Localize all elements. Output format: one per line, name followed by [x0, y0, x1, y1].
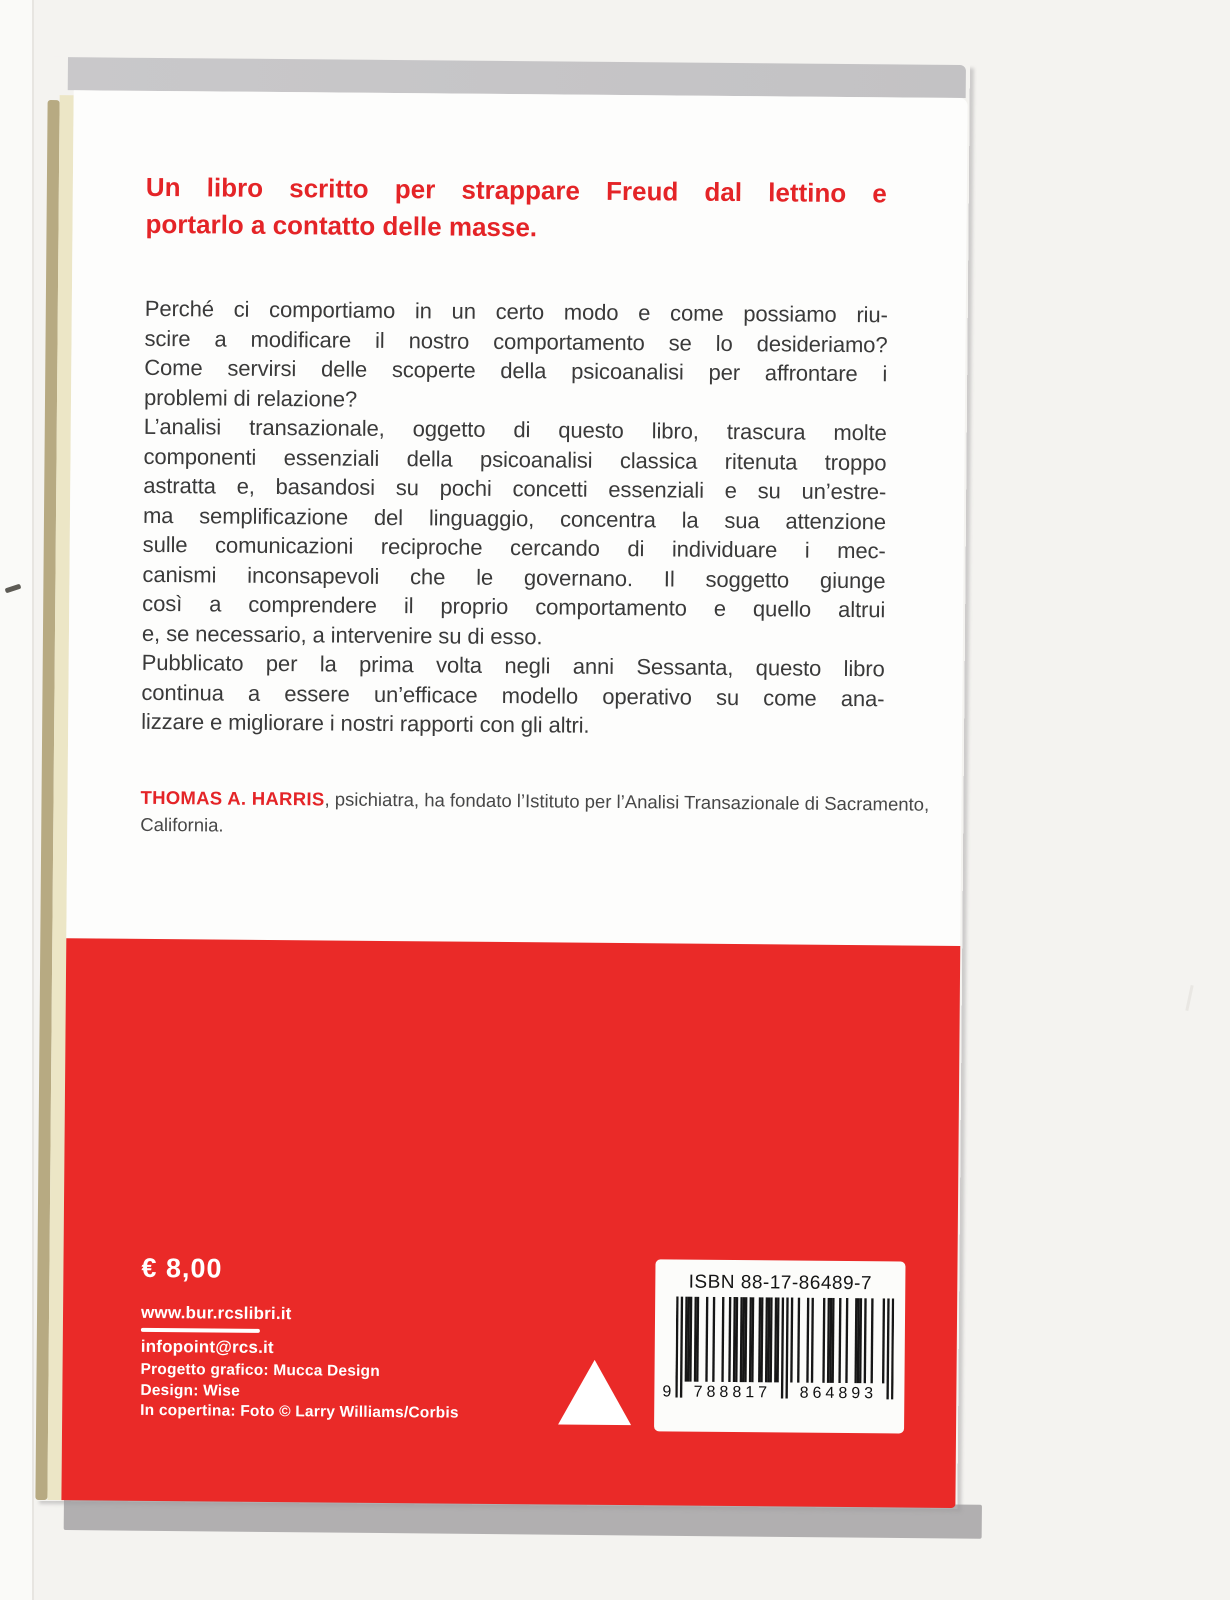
text-line: L’analisi transazionale, oggetto di questo libro, trascura molte: [143, 413, 887, 446]
text-line: portarlo a contatto delle masse.: [145, 208, 538, 243]
credit-line: In copertina: Foto © Larry Williams/Corbis: [140, 1401, 459, 1422]
text-line: componenti essenziali della psicoanalisi classica ritenuta troppo: [143, 443, 887, 475]
text-line: scire a modificare il nostro comportamento se lo desideriamo?: [144, 325, 888, 357]
headline: [145, 169, 887, 249]
credits: [140, 1360, 459, 1424]
barcode-digit-lead: 9: [662, 1383, 672, 1401]
email-address: infopoint@rcs.it: [140, 1336, 274, 1358]
divider-rule: [141, 1328, 260, 1333]
text-line: ma semplificazione del linguaggio, concentra la sua attenzione: [142, 502, 887, 534]
author-name: THOMAS A. HARRIS: [140, 786, 325, 810]
text-line: continua a essere un’efficace modello operativo su come ana-: [141, 679, 885, 711]
text-line: lizzare e migliorare i nostri rapporti con gli altri.: [141, 708, 590, 738]
background-seam: [32, 0, 34, 1600]
book-back-cover: [35, 57, 970, 1509]
text-line: Perché ci comportiamo in un certo modo e come possiamo riu-: [144, 295, 888, 328]
barcode-digits-right: 864893: [799, 1384, 878, 1403]
isbn-label: ISBN 88-17-86489-7: [688, 1271, 873, 1295]
background-left-column: [0, 0, 32, 1600]
credit-line: Progetto grafico: Mucca Design: [140, 1360, 381, 1380]
text-line: problemi di relazione?: [143, 384, 358, 412]
red-panel: [61, 938, 960, 1508]
barcode-digits-left: 788817: [693, 1383, 772, 1402]
barcode-digits: [654, 1383, 904, 1407]
barcode: [654, 1259, 905, 1433]
photo-artifact-scratch: [1185, 985, 1193, 1011]
credit-line: Design: Wise: [140, 1381, 241, 1400]
text-line: e, se necessario, a intervenire su di esso.: [141, 620, 543, 649]
publisher-triangle-logo: [558, 1360, 632, 1426]
author-note: [140, 785, 940, 845]
text-line: Un libro scritto per strappare Freud dal lettino e: [145, 171, 887, 209]
cover-white-area: [66, 90, 967, 946]
author-bio: , psichiatra, ha fondato l’Istituto per l’Analisi Transazionale di Sacramento, California.: [140, 788, 930, 836]
text-line: sulle comunicazioni reciproche cercando di individuare i mec-: [142, 531, 886, 564]
website-url: www.bur.rcslibri.it: [140, 1302, 292, 1324]
price: € 8,00: [141, 1252, 223, 1284]
text-line: Come servirsi delle scoperte della psicoanalisi per affrontare i: [144, 354, 888, 387]
text-line: così a comprendere il proprio comportamento e quello altrui: [142, 590, 886, 623]
text-line: canismi inconsapevoli che le governano. Il soggetto giunge: [142, 561, 886, 593]
text-line: Pubblicato per la prima volta negli anni Sessanta, questo libro: [141, 649, 885, 682]
text-line: astratta e, basandosi su pochi concetti essenziali e su un’estre-: [143, 472, 887, 505]
synopsis-text: [141, 294, 888, 743]
